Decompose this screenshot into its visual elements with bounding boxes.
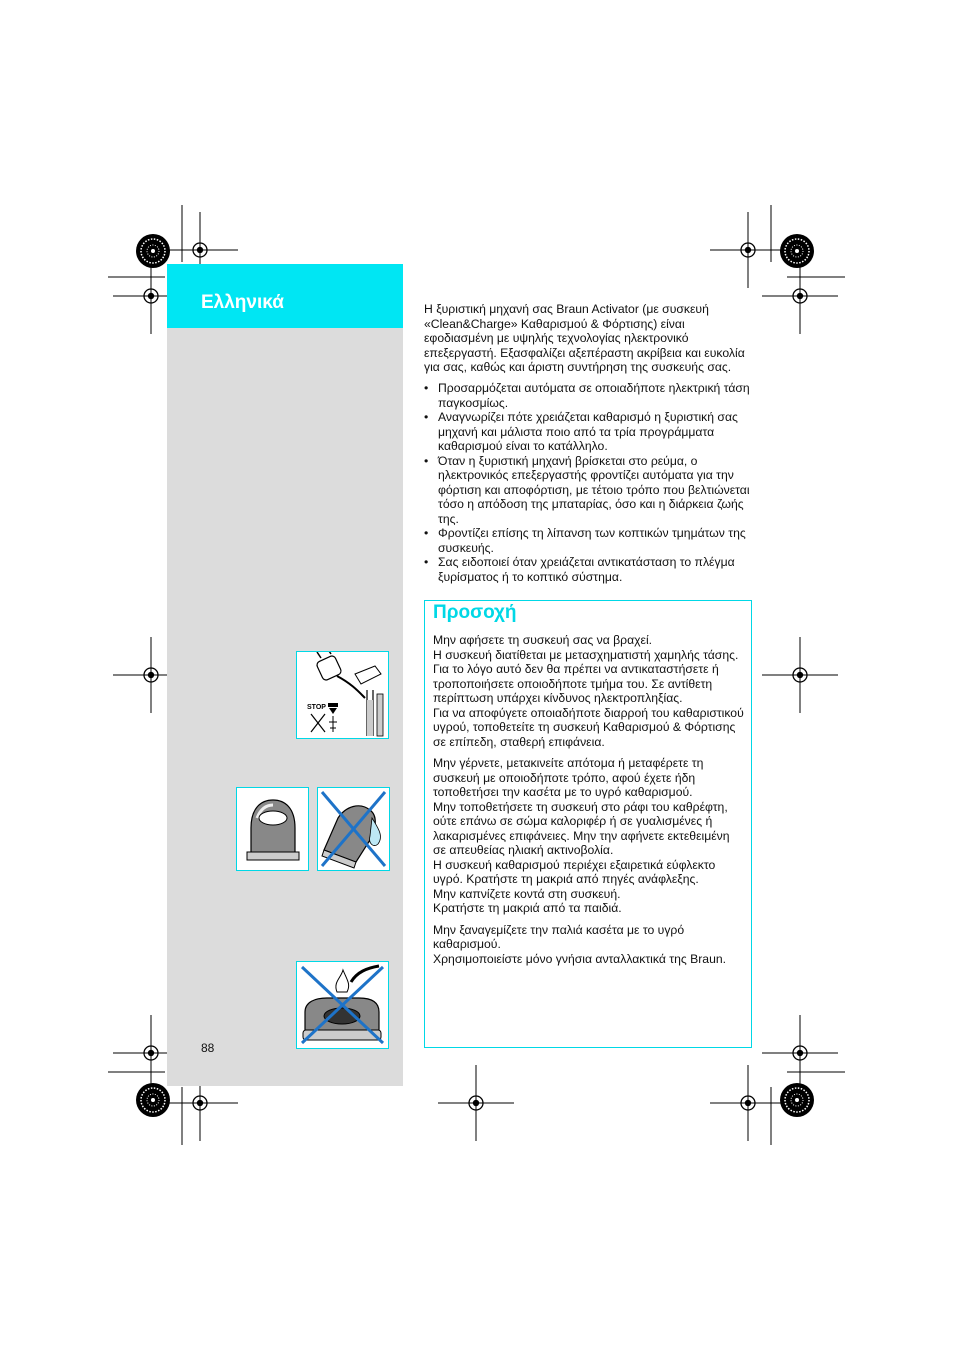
figure-power-plug — [296, 651, 389, 739]
list-item: • Όταν η ξυριστική μηχανή βρίσκεται στο ρεύμα, ο ηλεκτρονικός επεξεργαστής φροντίζει αυτόματα για την φόρτιση και αποφόρτιση, με τέτοιο τρόπο που βελτιώνεται τόσο η απόδοση της μπαταρίας, όσο και η διάρκεια ζωής της. — [424, 454, 752, 527]
intro-paragraph: Η ξυριστική μηχανή σας Braun Activator (με συσκευή «Clean&Charge» Καθαρισμού & Φόρτισης) είναι εφοδιασμένη με υψηλής τεχνολογίας ηλεκτρονικό επεξεργαστή. Εξασφαλίζει αξεπέραστη ακρίβεια και ευκολία για σας, καθώς και άριστη συντήρηση της συσκευής σας. — [424, 302, 745, 374]
figure-station-tilted-crossed — [317, 787, 390, 871]
warning-text — [433, 633, 745, 973]
stop-label: STOP — [307, 704, 326, 711]
list-item: • Αναγνωρίζει πότε χρειάζεται καθαρισμό η ξυριστική σας μηχανή και μάλιστα ποιο από τα τρία προγράμματα καθαρισμού είναι το κατάλληλο. — [424, 410, 752, 454]
warning-paragraph: Μην γέρνετε, μετακινείτε απότομα ή μεταφέρετε τη συσκευή με οποιοδήποτε τρόπο, αφού έχετε ήδη τοποθετήσει την κασέτα με το υγρό καθαρισμού. Μην τοποθετήσετε τη συσκευή στο ράφι του καθρέφτη, ούτε επάνω σε σώμα καλοριφέρ ή σε γυαλισμένες ή λακαρισμένες επιφάνειες. Μην την αφήνετε εκτεθειμένη σε απευθείας ηλιακή ακτινοβολία. Η συσκευή καθαρισμού περιέχει εξαιρετικά εύφλεκτο υγρό. Κρατήστε τη μακριά από πηγές ανάφλεξης. Μην καπνίζετε κοντά στη συσκευή. Κρατήστε τη μακριά από τα παιδιά. — [433, 756, 730, 915]
language-title: Ελληνικά — [201, 292, 284, 313]
feature-list — [424, 381, 752, 584]
figure-station-upright — [236, 787, 309, 871]
figure-station-flame-crossed — [296, 961, 389, 1049]
list-item: • Σας ειδοποιεί όταν χρειάζεται αντικατάσταση το πλέγμα ξυρίσματος ή το κοπτικό σύστημα. — [424, 555, 752, 584]
list-item: • Προσαρμόζεται αυτόματα σε οποιαδήποτε ηλεκτρική τάση παγκοσμίως. — [424, 381, 752, 410]
warning-paragraph: Μην αφήσετε τη συσκευή σας να βραχεί. Η συσκευή διατίθεται με μετασχηματιστή χαμηλής τάσης. Για το λόγο αυτό δεν θα πρέπει να αντικαταστήσετε ή τροποποιήσετε οποιοδήποτε τμήμα του. Σε αντίθετη περίπτωση υπάρχει κίνδυνος ηλεκτροπληξίας. Για να αποφύγετε οποιαδήποτε διαρροή του καθαριστικού υγρού, τοποθετείτε τη συσκευή Καθαρισμού & Φόρτισης σε επίπεδη, σταθερή επιφάνεια. — [433, 633, 744, 749]
list-item: • Φροντίζει επίσης τη λίπανση των κοπτικών τμημάτων της συσκευής. — [424, 526, 752, 555]
warning-title: Προσοχή — [433, 602, 517, 623]
page-number: 88 — [201, 1041, 215, 1055]
warning-paragraph: Μην ξαναγεμίζετε την παλιά κασέτα με το υγρό καθαρισμού. Χρησιμοποιείστε μόνο γνήσια ανταλλακτικά της Braun. — [433, 922, 727, 966]
